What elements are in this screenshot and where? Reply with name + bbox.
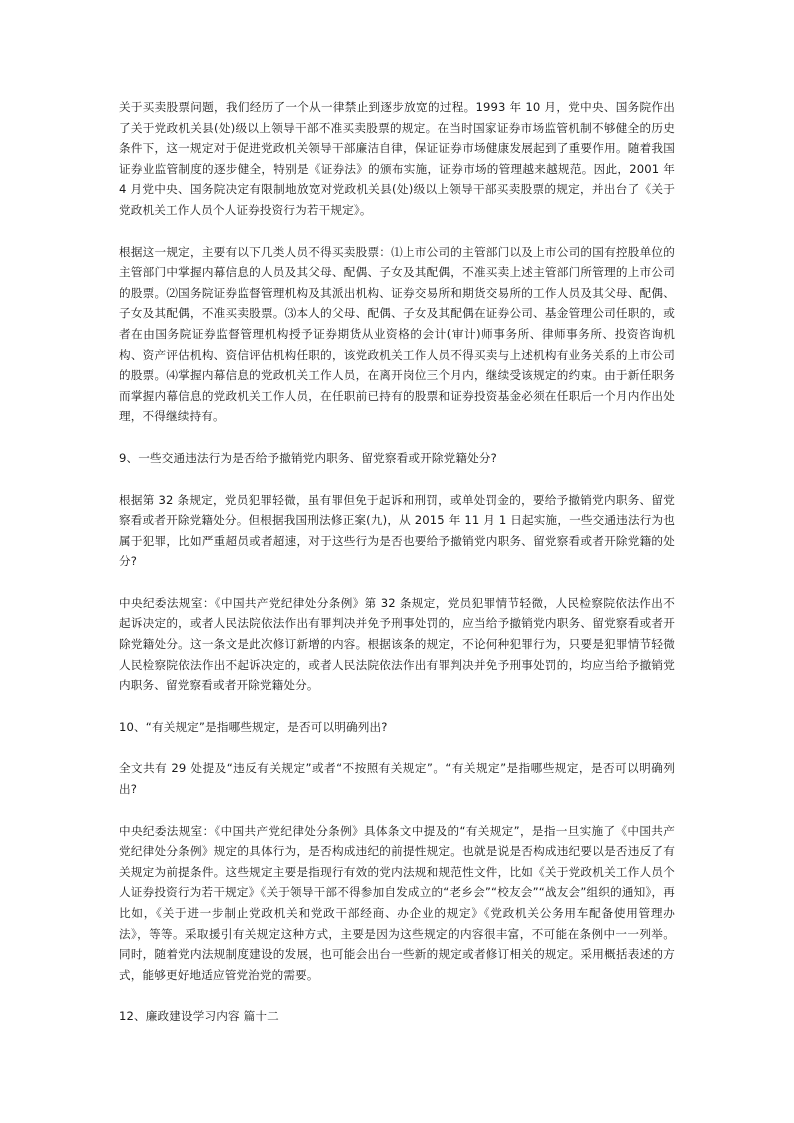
question-9-answer: 中央纪委法规室：《中国共产党纪律处分条例》第 32 条规定，党员犯罪情节轻微，人民检察院依法作出不起诉决定的，或者人民法院依法作出有罪判决并免予刑事处罚的，应当给予撤销党内职务、留党察看或者开除党籍处分。这一条文是此次修订新增的内容。根据该条的规定，不论何种犯罪行为，只要是犯罪情节轻微人民检察院依法作出不起诉决定的，或者人民法院依法作出有罪判决并免予刑事处罚的，均应当给予撤销党内职务、留党察看或者开除党籍处分。 — [119, 595, 675, 693]
question-9-body: 根据第 32 条规定，党员犯罪轻微，虽有罪但免于起诉和刑罚，或单处罚金的，要给予撤销党内职务、留党察看或者开除党籍处分。但根据我国刑法修正案(九)，从 2015 年 11 月 1 日起实施，一些交通违法行为也属于犯罪，比如严重超员或者超速，对于这些行为是否也要给予撤销党内职务、留党察看或者开除党籍的处分? — [119, 492, 675, 569]
section-12-heading: 12、廉政建设学习内容 篇十二 — [119, 1009, 279, 1024]
document-page — [119, 97, 675, 1048]
paragraph-stock-trading-history: 关于买卖股票问题，我们经历了一个从一律禁止到逐步放宽的过程。1993 年 10 月，党中央、国务院作出了关于党政机关县(处)级以上领导干部不准买卖股票的规定。在当时国家证券市场监管机制不够健全的历史条件下，这一规定对于促进党政机关领导干部廉洁自律，保证证券市场健康发展起到了重要作用。随着我国证券业监管制度的逐步健全，特别是《证券法》的颁布实施，证券市场的管理越来越规范。因此，2001 年 4 月党中央、国务院决定有限制地放宽对党政机关县(处)级以上领导干部买卖股票的规定，并出台了《关于党政机关工作人员个人证券投资行为若干规定》。 — [119, 100, 675, 217]
paragraph-prohibited-persons: 根据这一规定，主要有以下几类人员不得买卖股票：⑴上市公司的主管部门以及上市公司的国有控股单位的主管部门中掌握内幕信息的人员及其父母、配偶、子女及其配偶，不准买卖上述主管部门所管理的上市公司的股票。⑵国务院证券监督管理机构及其派出机构、证券交易所和期货交易所的工作人员及其父母、配偶、子女及其配偶，不准买卖股票。⑶本人的父母、配偶、子女及其配偶在证券公司、基金管理公司任职的，或者在由国务院证券监督管理机构授予证券期货从业资格的会计(审计)师事务所、律师事务所、投资咨询机构、资产评估机构、资信评估机构任职的，该党政机关工作人员不得买卖与上述机构有业务关系的上市公司的股票。⑷掌握内幕信息的党政机关工作人员，在离开岗位三个月内，继续受该规定的约束。由于新任职务而掌握内幕信息的党政机关工作人员，在任职前已持有的股票和证券投资基金必须在任职后一个月内作出处理，不得继续持有。 — [119, 244, 675, 424]
question-10-body: 全文共有 29 处提及“违反有关规定”或者“不按照有关规定”。“有关规定”是指哪些规定，是否可以明确列出? — [119, 761, 675, 797]
question-10-heading: 10、“有关规定”是指哪些规定，是否可以明确列出? — [119, 719, 388, 734]
question-9-heading: 9、一些交通违法行为是否给予撤销党内职务、留党察看或开除党籍处分? — [119, 450, 497, 465]
question-10-answer: 中央纪委法规室：《中国共产党纪律处分条例》具体条文中提及的“有关规定”，是指一旦实施了《中国共产党纪律处分条例》规定的具体行为，是否构成违纪的前提性规定。也就是说是否构成违纪要以是否违反了有关规定为前提条件。这些规定主要是指现行有效的党内法规和规范性文件，比如《关于党政机关工作人员个人证券投资行为若干规定》《关于领导干部不得参加自发成立的“老乡会”“校友会”“战友会”组织的通知》，再比如，《关于进一步制止党政机关和党政干部经商、办企业的规定》《党政机关公务用车配备使用管理办法》，等等。采取援引有关规定这种方式，主要是因为这些规定的内容很丰富，不可能在条例中一一列举。同时，随着党内法规制度建设的发展，也可能会出台一些新的规定或者修订相关的规定。采用概括表述的方式，能够更好地适应管党治党的需要。 — [119, 823, 675, 982]
